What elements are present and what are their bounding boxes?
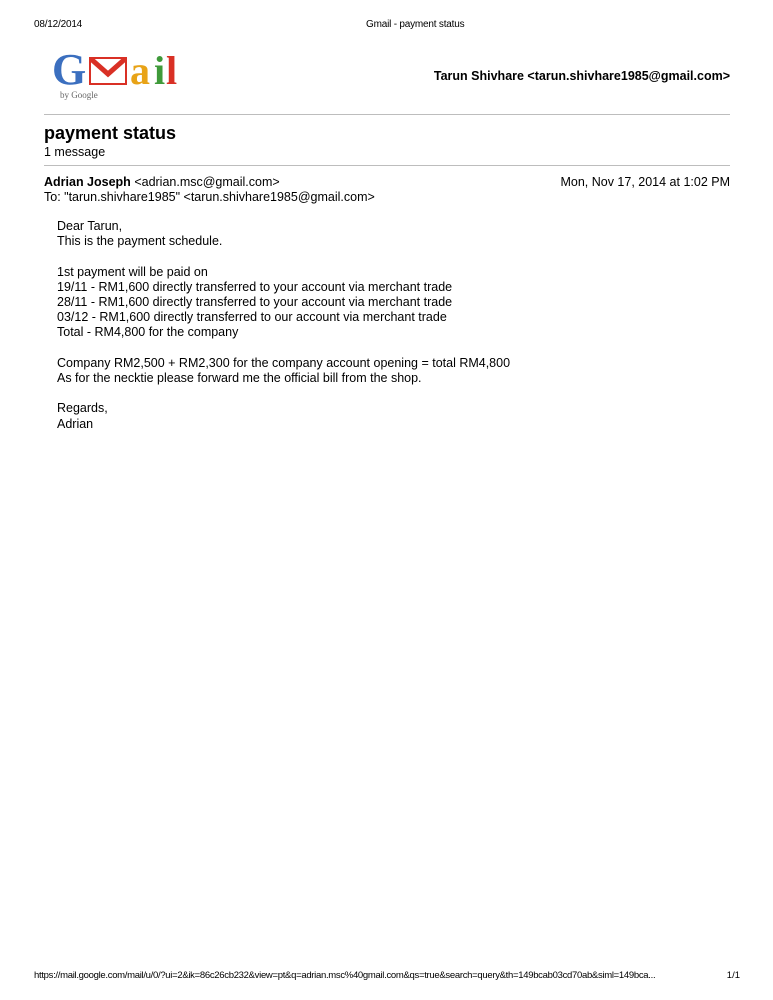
body-line bbox=[57, 341, 510, 356]
sender-name: Adrian Joseph bbox=[44, 175, 131, 189]
svg-text:i: i bbox=[154, 48, 166, 93]
print-date: 08/12/2014 bbox=[34, 19, 83, 30]
envelope-icon bbox=[90, 58, 126, 84]
body-line: Dear Tarun, bbox=[57, 219, 123, 233]
svg-text:G: G bbox=[52, 45, 87, 94]
message-body bbox=[57, 219, 510, 432]
body-line: 03/12 - RM1,600 directly transferred to our account via merchant trade bbox=[57, 310, 447, 325]
header-divider bbox=[44, 114, 730, 115]
message-date: Mon, Nov 17, 2014 at 1:02 PM bbox=[560, 175, 730, 189]
body-line: 19/11 - RM1,600 directly transferred to your account via merchant trade bbox=[57, 279, 453, 294]
message-count: 1 message bbox=[44, 145, 106, 159]
print-title: Gmail - payment status bbox=[366, 19, 465, 30]
svg-text:l: l bbox=[166, 48, 178, 93]
logo-text bbox=[52, 45, 177, 94]
body-line: Adrian bbox=[57, 416, 94, 431]
body-line: Regards, bbox=[57, 401, 108, 416]
recipient: To: "tarun.shivhare1985" <tarun.shivhare1985@gmail.com> bbox=[44, 190, 375, 204]
page-number: 1/1 bbox=[726, 970, 740, 981]
print-url: https://mail.google.com/mail/u/0/?ui=2&ik=86c26cb232&view=pt&q=adrian.msc%40gmail.com&qs=true&search=query&th=149bcab03cd70ab&siml=149bca... bbox=[34, 970, 656, 981]
body-line: As for the necktie please forward me the official bill from the shop. bbox=[57, 371, 422, 385]
account-label: Tarun Shivhare <tarun.shivhare1985@gmail.com> bbox=[433, 69, 730, 83]
body-line: This is the payment schedule. bbox=[57, 234, 223, 249]
logo-tagline: by Google bbox=[60, 90, 98, 100]
body-line: Company RM2,500 + RM2,300 for the company account opening = total RM4,800 bbox=[57, 355, 511, 370]
body-line: 28/11 - RM1,600 directly transferred to your account via merchant trade bbox=[57, 295, 453, 309]
svg-text:a: a bbox=[130, 48, 150, 93]
thread-subject: payment status bbox=[44, 123, 177, 143]
gmail-logo bbox=[50, 42, 190, 104]
sender bbox=[44, 175, 280, 189]
thread-divider bbox=[44, 165, 730, 166]
sender-email: <adrian.msc@gmail.com> bbox=[134, 175, 280, 189]
body-line bbox=[57, 249, 510, 264]
body-line bbox=[57, 386, 510, 401]
body-line: Total - RM4,800 for the company bbox=[57, 325, 239, 340]
body-line: 1st payment will be paid on bbox=[57, 264, 208, 279]
